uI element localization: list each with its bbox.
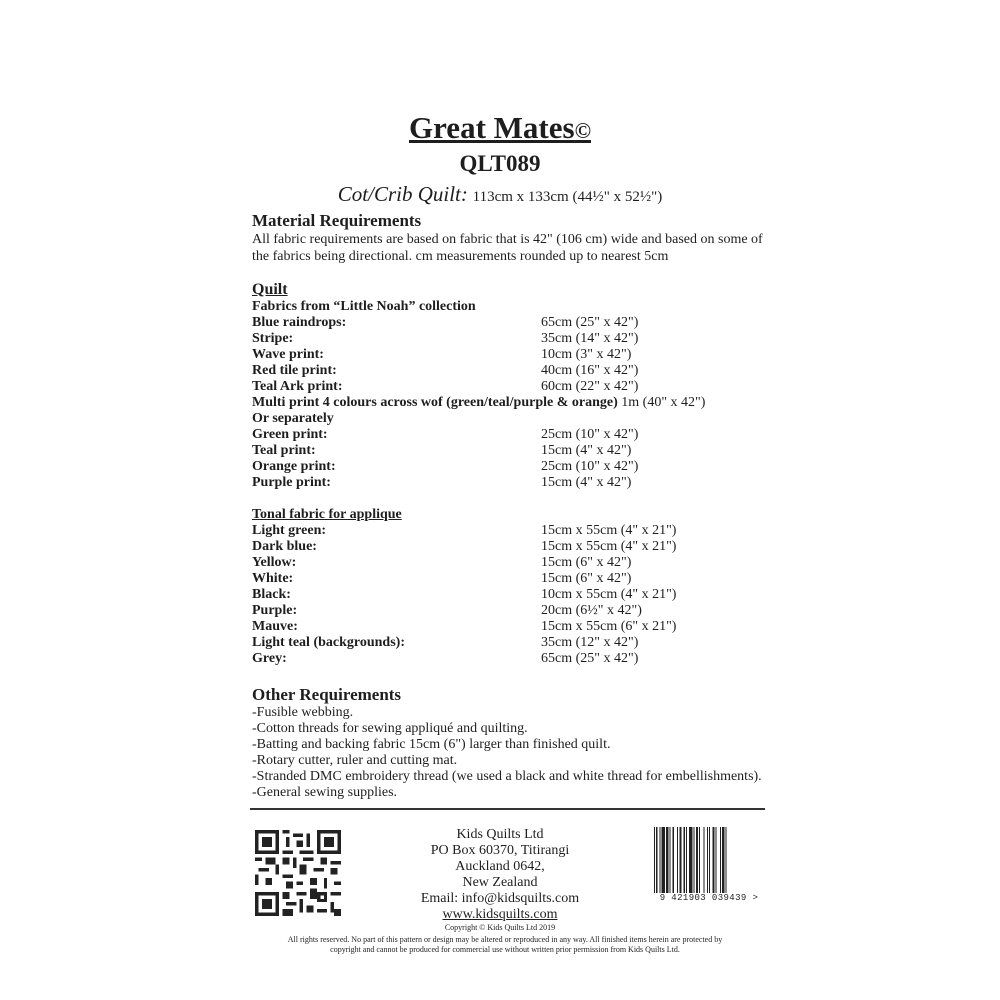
material-note-line-2: the fabrics being directional. cm measurements rounded up to nearest 5cm [252, 249, 669, 264]
requirement-item: -Rotary cutter, ruler and cutting mat. [252, 753, 458, 768]
title-text: Great Mates [409, 110, 575, 145]
tonal-fabric-heading: Tonal fabric for applique [252, 507, 402, 522]
fabric-name: Orange print: [252, 459, 336, 474]
tonal-name: Mauve: [252, 619, 298, 634]
rights-line-2: copyright and cannot be produced for commercial use without written prior permission from Kids Quilts Ltd. [330, 945, 680, 954]
fabric-amount: 15cm (4" x 42") [541, 443, 632, 458]
copyright-line: Copyright © Kids Quilts Ltd 2019 [444, 923, 556, 932]
country: New Zealand [462, 875, 538, 890]
company-name: Kids Quilts Ltd [456, 827, 544, 842]
tonal-name: Dark blue: [252, 539, 317, 554]
fabric-row [252, 443, 812, 459]
tonal-amount: 20cm (6½" x 42") [541, 603, 642, 618]
quilt-dimensions: 113cm x 133cm (44½" x 52½") [472, 189, 663, 205]
fabric-amount: 35cm (14" x 42") [541, 331, 639, 346]
tonal-row [252, 635, 812, 651]
collection-label: Fabrics from “Little Noah” collection [252, 299, 476, 314]
material-note-line-1: All fabric requirements are based on fabric that is 42" (106 cm) wide and based on some of [252, 232, 763, 247]
rights-line-1: All rights reserved. No part of this pattern or design may be altered or reproduced in any way. All finished items herein are protected by [287, 935, 723, 944]
tonal-name: Black: [252, 587, 291, 602]
tonal-row [252, 587, 812, 603]
multi-print-row [252, 395, 812, 411]
qr-code-icon[interactable] [255, 830, 341, 916]
fabric-row [252, 347, 812, 363]
tonal-name: Light teal (backgrounds): [252, 635, 405, 650]
pattern-title [409, 110, 591, 149]
footer-divider [250, 808, 765, 810]
fabric-name: Teal Ark print: [252, 379, 343, 394]
fabric-amount: 25cm (10" x 42") [541, 427, 639, 442]
fabric-amount: 60cm (22" x 42") [541, 379, 639, 394]
fabric-name: Stripe: [252, 331, 294, 346]
fabric-amount: 65cm (25" x 42") [541, 315, 639, 330]
fabric-amount: 40cm (16" x 42") [541, 363, 639, 378]
tonal-amount: 15cm (6" x 42") [541, 571, 632, 586]
tonal-row [252, 523, 812, 539]
tonal-amount: 15cm x 55cm (6" x 21") [541, 619, 677, 634]
tonal-row [252, 651, 812, 667]
requirement-item: -Batting and backing fabric 15cm (6") larger than finished quilt. [252, 737, 611, 752]
rights-notice [235, 935, 775, 955]
material-requirements-heading: Material Requirements [252, 211, 422, 230]
fabric-row [252, 475, 812, 491]
barcode-number: 9 421903 039439 > [652, 893, 766, 903]
fabric-name: Green print: [252, 427, 328, 442]
requirements-content [252, 211, 812, 801]
or-separately-label: Or separately [252, 411, 334, 426]
fabric-row [252, 379, 812, 395]
multi-print-label: Multi print 4 colours across wof (green/teal/purple & orange) [252, 395, 618, 410]
email-link[interactable]: Email: info@kidsquilts.com [420, 891, 580, 906]
fabric-name: Wave print: [252, 347, 324, 362]
copyright-mark: © [574, 118, 591, 143]
requirement-item: -General sewing supplies. [252, 785, 398, 800]
tonal-name: White: [252, 571, 294, 586]
fabric-amount: 10cm (3" x 42") [541, 347, 632, 362]
fabric-name: Red tile print: [252, 363, 337, 378]
fabric-amount: 25cm (10" x 42") [541, 459, 639, 474]
requirement-item: -Cotton threads for sewing appliqué and quilting. [252, 721, 528, 736]
po-box: PO Box 60370, Titirangi [430, 843, 570, 858]
tonal-row [252, 571, 812, 587]
quilt-type-label: Cot/Crib Quilt: [337, 182, 468, 206]
fabric-row [252, 427, 812, 443]
pattern-code: QLT089 [459, 151, 541, 176]
fabric-name: Purple print: [252, 475, 331, 490]
tonal-amount: 15cm x 55cm (4" x 21") [541, 539, 677, 554]
quilt-heading: Quilt [252, 281, 288, 298]
fabric-row [252, 363, 812, 379]
city: Auckland 0642, [455, 859, 545, 874]
fabric-name: Teal print: [252, 443, 316, 458]
company-address [380, 827, 620, 923]
website-link[interactable]: www.kidsquilts.com [442, 907, 558, 922]
requirement-item: -Stranded DMC embroidery thread (we used a black and white thread for embellishments). [252, 769, 762, 784]
tonal-amount: 15cm x 55cm (4" x 21") [541, 523, 677, 538]
multi-print-amount: 1m (40" x 42") [621, 395, 706, 410]
tonal-row [252, 539, 812, 555]
fabric-row [252, 315, 812, 331]
quilt-size [0, 181, 1000, 210]
tonal-row [252, 603, 812, 619]
fabric-name: Blue raindrops: [252, 315, 347, 330]
tonal-name: Purple: [252, 603, 298, 618]
fabric-row [252, 459, 812, 475]
tonal-amount: 10cm x 55cm (4" x 21") [541, 587, 677, 602]
tonal-amount: 65cm (25" x 42") [541, 651, 639, 666]
tonal-name: Light green: [252, 523, 327, 538]
tonal-amount: 15cm (6" x 42") [541, 555, 632, 570]
pattern-header [0, 110, 1000, 210]
tonal-amount: 35cm (12" x 42") [541, 635, 639, 650]
tonal-row [252, 555, 812, 571]
fabric-amount: 15cm (4" x 42") [541, 475, 632, 490]
other-requirements-heading: Other Requirements [252, 685, 402, 704]
tonal-name: Yellow: [252, 555, 297, 570]
requirement-item: -Fusible webbing. [252, 705, 354, 720]
tonal-row [252, 619, 812, 635]
tonal-name: Grey: [252, 651, 287, 666]
fabric-row [252, 331, 812, 347]
